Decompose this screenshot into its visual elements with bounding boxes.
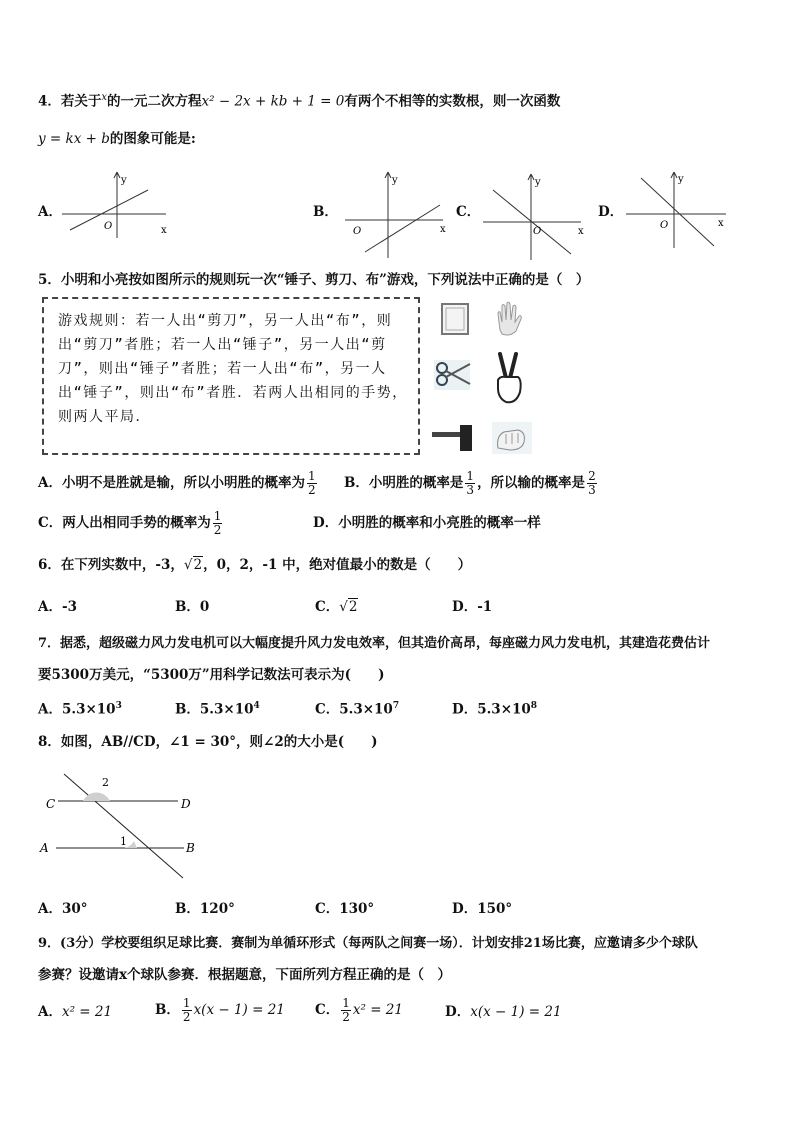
q4-line1 (38, 89, 560, 111)
label-a: A (40, 841, 49, 855)
label-b: B (186, 841, 195, 855)
q7-option-a[interactable] (38, 697, 122, 719)
q5-option-c-text: C．两人出相同手势的概率为 (38, 515, 211, 531)
sqrt-symbol: √2 (183, 557, 203, 573)
q4-var: x (101, 92, 108, 103)
open-palm-icon (492, 300, 526, 334)
origin-label: O (533, 226, 542, 237)
origin-label: O (353, 226, 362, 237)
option-text: B． (155, 1002, 180, 1018)
option-text: A．5.3×10 (38, 701, 116, 718)
radicand: 2 (193, 557, 203, 573)
fraction (307, 470, 317, 497)
q9-line1: 9．(3分）学校要组织足球比赛．赛制为单循环形式（每两队之间赛一场）．计划安排21场比赛，应邀请多少个球队 (38, 936, 698, 951)
radicand: 2 (348, 599, 358, 615)
q7-line2: 要5300万美元，“5300万”用科学记数法可表示为( ) (38, 667, 385, 683)
q4-equation: x² − 2x + kb + 1 = 0 (201, 93, 345, 110)
q7-option-b[interactable] (175, 697, 260, 719)
x-axis-label: x (718, 218, 724, 229)
numerator: 1 (182, 996, 191, 1010)
option-text: D．5.3×10 (452, 701, 531, 718)
label-angle-2: 2 (102, 776, 109, 789)
denominator: 2 (307, 483, 316, 497)
q4-function: y = kx + b (38, 131, 110, 147)
q4-graph-c[interactable] (483, 172, 593, 262)
q4-graph-b[interactable] (345, 170, 455, 260)
q4-text: 有两个不相等的实数根，则一次函数 (344, 93, 561, 110)
fraction (341, 997, 351, 1024)
option-text: C．5.3×10 (315, 701, 393, 718)
q6-option-d[interactable]: D．-1 (452, 599, 493, 615)
x-axis-label: x (578, 226, 584, 237)
q6-stem (38, 556, 471, 574)
label-d: D (181, 797, 191, 811)
exponent: 4 (253, 701, 260, 711)
equation: x(x − 1) = 21 (470, 1004, 562, 1020)
q5-option-b-text: ，所以输的概率是 (477, 475, 586, 491)
denominator: 3 (588, 483, 596, 497)
x-axis-label: x (440, 224, 446, 235)
parallel-lines-diagram (38, 768, 208, 883)
fraction (587, 470, 597, 497)
q9-option-a[interactable] (38, 1003, 112, 1021)
origin-label: O (660, 220, 669, 231)
exponent: 7 (392, 701, 400, 711)
equation: x² = 21 (61, 1004, 113, 1020)
denominator: 2 (213, 523, 222, 537)
numerator: 1 (213, 509, 222, 523)
q5-option-c[interactable] (38, 510, 224, 537)
q6-text: ，0，2，-1 中，绝对值最小的数是（ ） (203, 557, 472, 573)
q4-text: 的一元二次方程 (107, 93, 202, 110)
paper-card-icon (440, 302, 474, 336)
fraction (182, 997, 192, 1024)
label-angle-1: 1 (120, 835, 127, 848)
q9-option-c[interactable] (315, 996, 403, 1024)
q4-option-b-label[interactable]: B． (313, 204, 338, 220)
q8-option-b[interactable]: B．120° (175, 901, 235, 917)
q5-option-a[interactable] (38, 470, 319, 497)
game-rules-box (42, 297, 420, 455)
q7-option-d[interactable] (452, 697, 537, 719)
numerator: 1 (307, 469, 316, 483)
q7-option-c[interactable] (315, 697, 399, 719)
q4-graph-d[interactable] (626, 170, 746, 250)
q4-graph-a[interactable] (62, 170, 182, 240)
label-c: C (46, 797, 56, 811)
q5-option-a-text: A．小明不是胜就是输，所以小明胜的概率为 (38, 475, 305, 491)
q8-option-c[interactable]: C．130° (315, 901, 375, 917)
q9-option-d[interactable] (445, 1003, 562, 1021)
option-text: B．5.3×10 (175, 701, 254, 718)
game-rules-text: 游戏规则：若一人出“剪刀”，另一人出“布”，则出“剪刀”者胜；若一人出“锤子”，另一人出“剪刀”，则出“锤子”者胜；若一人出“布”，另一人出“锤子”，则出“布”者胜．若两人出相同的手势，则两人平局． (58, 313, 408, 425)
x-axis-label: x (161, 225, 167, 236)
numerator: 2 (588, 469, 596, 483)
q4-option-a-label[interactable]: A． (38, 204, 62, 220)
q6-option-a[interactable]: A．-3 (38, 599, 77, 615)
transversal (64, 774, 183, 878)
q8-option-a[interactable]: A．30° (38, 901, 88, 917)
q8-option-d[interactable]: D．150° (452, 901, 513, 917)
q7-line1: 7．据悉，超级磁力风力发电机可以大幅度提升风力发电效率，但其造价高昂，每座磁力风力发电机，其建造花费估计 (38, 636, 711, 651)
fraction (213, 510, 223, 537)
scissors-icon (434, 358, 468, 392)
fraction (465, 470, 475, 497)
q4-option-d-label[interactable]: D． (598, 204, 624, 220)
origin-label: O (104, 221, 113, 232)
sqrt-symbol: √2 (339, 599, 358, 615)
q6-option-b[interactable]: B．0 (175, 599, 210, 615)
denominator: 2 (182, 1010, 191, 1024)
q5-stem: 5．小明和小亮按如图所示的规则玩一次“锤子、剪刀、布”游戏，下列说法中正确的是（ ） (38, 272, 590, 288)
q4-text: 4．若关于 (38, 93, 102, 110)
q9-line2: 参赛？设邀请x个球队参赛．根据题意，下面所列方程正确的是（ ） (38, 967, 452, 983)
q6-option-c[interactable] (315, 598, 358, 616)
option-text: A． (38, 1004, 62, 1020)
victory-hand-icon (492, 352, 526, 386)
option-text: C． (315, 1002, 340, 1018)
hammer-icon (430, 422, 464, 456)
q4-option-c-label[interactable]: C． (456, 204, 481, 220)
q9-option-b[interactable] (155, 996, 285, 1024)
exponent: 8 (530, 701, 538, 711)
q6-option-c-text: C． (315, 599, 340, 615)
y-axis-label: y (392, 175, 398, 186)
q8-stem: 8．如图，AB//CD，∠1 = 30°，则∠2的大小是( ) (38, 734, 378, 750)
q5-option-d[interactable]: D．小明胜的概率和小亮胜的概率一样 (313, 515, 541, 531)
numerator: 1 (342, 996, 350, 1010)
y-axis-label: y (121, 175, 127, 186)
numerator: 1 (466, 469, 475, 483)
q5-option-b[interactable] (344, 470, 599, 497)
q4-line2 (38, 130, 196, 148)
denominator: 3 (466, 483, 475, 497)
y-axis-label: y (678, 174, 684, 185)
option-text: D． (445, 1004, 471, 1020)
equation: x² = 21 (352, 1002, 403, 1018)
q6-text: 6．在下列实数中，-3， (38, 557, 184, 573)
denominator: 2 (342, 1010, 350, 1024)
exponent: 3 (115, 701, 122, 711)
q5-option-b-text: B．小明胜的概率是 (344, 475, 464, 491)
q4-text: 的图象可能是: (109, 131, 196, 147)
y-axis-label: y (535, 177, 541, 188)
fist-icon (492, 422, 526, 456)
equation: x(x − 1) = 21 (193, 1002, 285, 1018)
